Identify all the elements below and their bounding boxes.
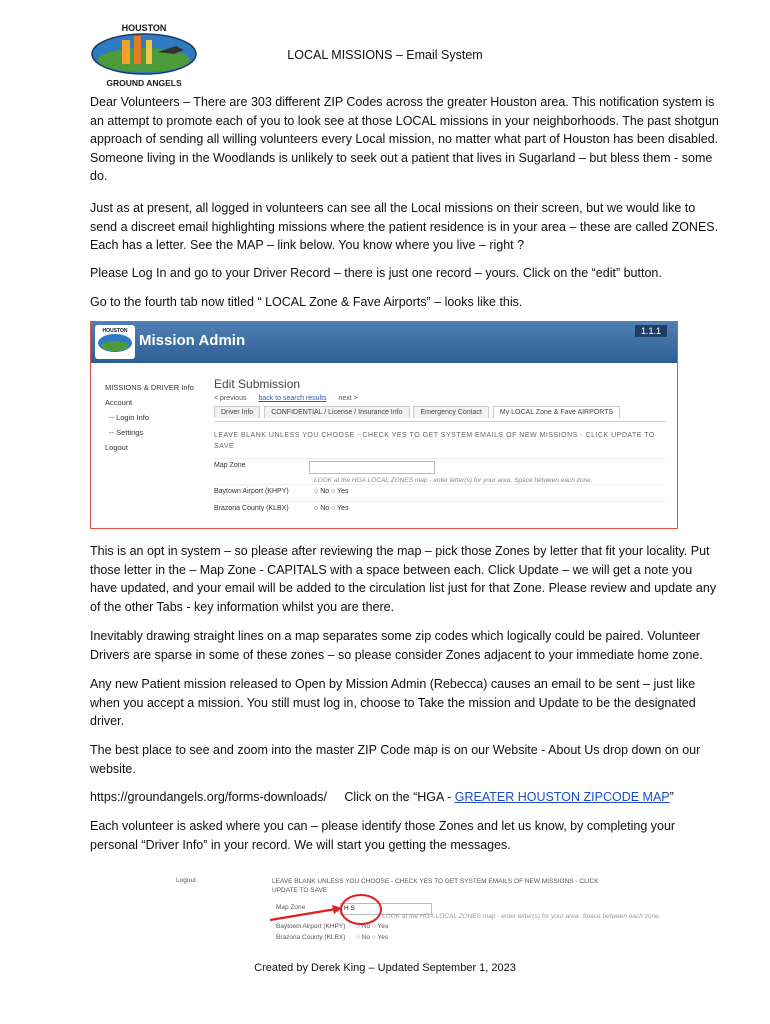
record-tabs	[214, 406, 666, 422]
next-link: next >	[338, 395, 358, 402]
brazoria-row	[214, 501, 666, 518]
paragraph-map-link	[90, 788, 720, 807]
example-brazoria: Brazoria County (KLBX)	[276, 934, 346, 941]
document-title: LOCAL MISSIONS – Email System	[287, 48, 483, 62]
mission-admin-screenshot	[90, 321, 678, 529]
example-map-zone-label: Map Zone	[276, 904, 306, 911]
paragraph-straight-lines: Inevitably drawing straight lines on a map separates some zip codes which logically could be paired. Volunteer Drivers are sparse in some of these zones – so please consider Zones adjacent to your immediate home zone.	[90, 629, 703, 662]
brazoria-options: ○ No ○ Yes	[314, 505, 349, 512]
baytown-label: Baytown Airport (KHPY)	[214, 488, 289, 495]
paragraph-fourth-tab: Go to the fourth tab now titled “ LOCAL Zone & Fave Airports” – looks like this.	[90, 295, 523, 309]
example-baytown: Baytown Airport (KHPY)	[276, 923, 346, 930]
map-zone-label: Map Zone	[214, 462, 246, 469]
map-zone-hint: LOOK at the HGA LOCAL ZONES map - enter letter(s) for your area. Space between each zone.	[314, 477, 593, 484]
sidebar-missions-driver-info: MISSIONS & DRIVER Info	[105, 383, 194, 392]
example-map-zone-value: H S	[344, 905, 355, 912]
mission-admin-header	[91, 322, 677, 363]
svg-text:HOUSTON: HOUSTON	[102, 328, 128, 334]
paragraph-new-mission: Any new Patient mission released to Open by Mission Admin (Rebecca) causes an email to be sent – just like when you accept a mission. You still must log in, choose to Take the mission and Update to be the designated driver.	[90, 677, 696, 729]
svg-text:GROUND ANGELS: GROUND ANGELS	[106, 78, 182, 88]
sidebar-logout: Logout	[105, 443, 128, 452]
paragraph-intro: Dear Volunteers – There are 303 different ZIP Codes across the greater Houston area. This notification system is an attempt to promote each of you to look see at those LOCAL missions in your neighborhoods. The past shotgun approach of sending all willing volunteers every Local mission, no matter what part of Houston has been disabled. Someone living in the Woodlands is unlikely to seek out a patient that lives in Sugarland – but bless them - some do.	[90, 95, 719, 184]
paragraph-best-place: The best place to see and zoom into the master ZIP Code map is on our Website - About Us drop down on our website.	[90, 743, 701, 776]
red-arrow-icon	[268, 904, 348, 924]
sidebar-account: Account	[105, 398, 133, 407]
example-baytown-options: ○ No ○ Yes	[356, 923, 389, 930]
footer-credit: Created by Derek King – Updated September 1, 2023	[254, 962, 516, 974]
paragraph-login: Please Log In and go to your Driver Record – there is just one record – yours. Click on the “edit” button.	[90, 266, 662, 280]
website-url[interactable]: https://groundangels.org/forms-downloads/	[90, 790, 327, 804]
paragraph-zones: Just as at present, all logged in volunteers can see all the Local missions on their screen, but we would like to send a discreet email highlighting missions where the patient residence is in your area – these are called ZONES. Each has a letter. See the MAP – link below. You know where you live – right ?	[90, 201, 719, 253]
paragraph-opt-in: This is an opt in system – so please after reviewing the map – pick those Zones by letter that fit your locality. Put those letter in the – Map Zone - CAPITALS with a space between each. Click Update – we will get a note you have updated, and your email will be added to the circulation list just for that Zone. Please review and update any of the other Tabs - key information whilst you are there.	[90, 544, 717, 614]
record-nav	[214, 395, 666, 402]
example-logout: Logout	[176, 877, 196, 884]
map-zone-input	[309, 461, 435, 474]
version-badge: 1.1.1	[635, 325, 667, 337]
brazoria-label: Brazoria County (KLBX)	[214, 505, 289, 512]
map-instruction: Click on the “HGA -	[344, 790, 455, 804]
mission-admin-logo	[95, 325, 135, 359]
mission-admin-sidebar	[105, 380, 194, 455]
svg-text:HOUSTON: HOUSTON	[121, 23, 167, 33]
example-note: LEAVE BLANK UNLESS YOU CHOOSE - CHECK YES TO GET SYSTEM EMAILS OF NEW MISSIONS - CLICK UPDATE TO SAVE	[272, 878, 599, 894]
opt-in-note: LEAVE BLANK UNLESS YOU CHOOSE - CHECK YES TO GET SYSTEM EMAILS OF NEW MISSIONS - CLICK UPDATE TO SAVE	[214, 432, 655, 450]
back-to-search-link: back to search results	[258, 395, 327, 402]
example-brazoria-options: ○ No ○ Yes	[356, 934, 389, 941]
baytown-row	[214, 484, 666, 501]
map-zone-example-screenshot	[172, 866, 661, 941]
tab-confidential: CONFIDENTIAL / License / Insurance Info	[264, 406, 409, 418]
example-hint: LOOK at the HGA LOCAL ZONES map - enter letter(s) for your area. Space between each zone.	[382, 913, 661, 920]
map-zone-row	[214, 458, 666, 475]
quote-close: ”	[669, 790, 674, 804]
zipcode-map-link[interactable]: GREATER HOUSTON ZIPCODE MAP	[454, 790, 670, 804]
tab-driver-info: Driver Info	[214, 406, 260, 418]
tab-local-zone: My LOCAL Zone & Fave AIRPORTS	[493, 406, 620, 418]
edit-submission-heading: Edit Submission	[214, 377, 301, 391]
sidebar-login-info: -- Login Info	[109, 413, 150, 422]
mission-admin-title: Mission Admin	[139, 332, 246, 349]
baytown-options: ○ No ○ Yes	[314, 488, 349, 495]
tab-emergency-contact: Emergency Contact	[413, 406, 488, 418]
previous-link: < previous	[214, 395, 247, 402]
paragraph-each-volunteer: Each volunteer is asked where you can – please identify those Zones and let us know, by completing your personal “Driver Info” in your record. We will start you getting the messages.	[90, 819, 676, 852]
edit-submission-panel	[214, 377, 666, 518]
sidebar-settings: -- Settings	[109, 428, 144, 437]
